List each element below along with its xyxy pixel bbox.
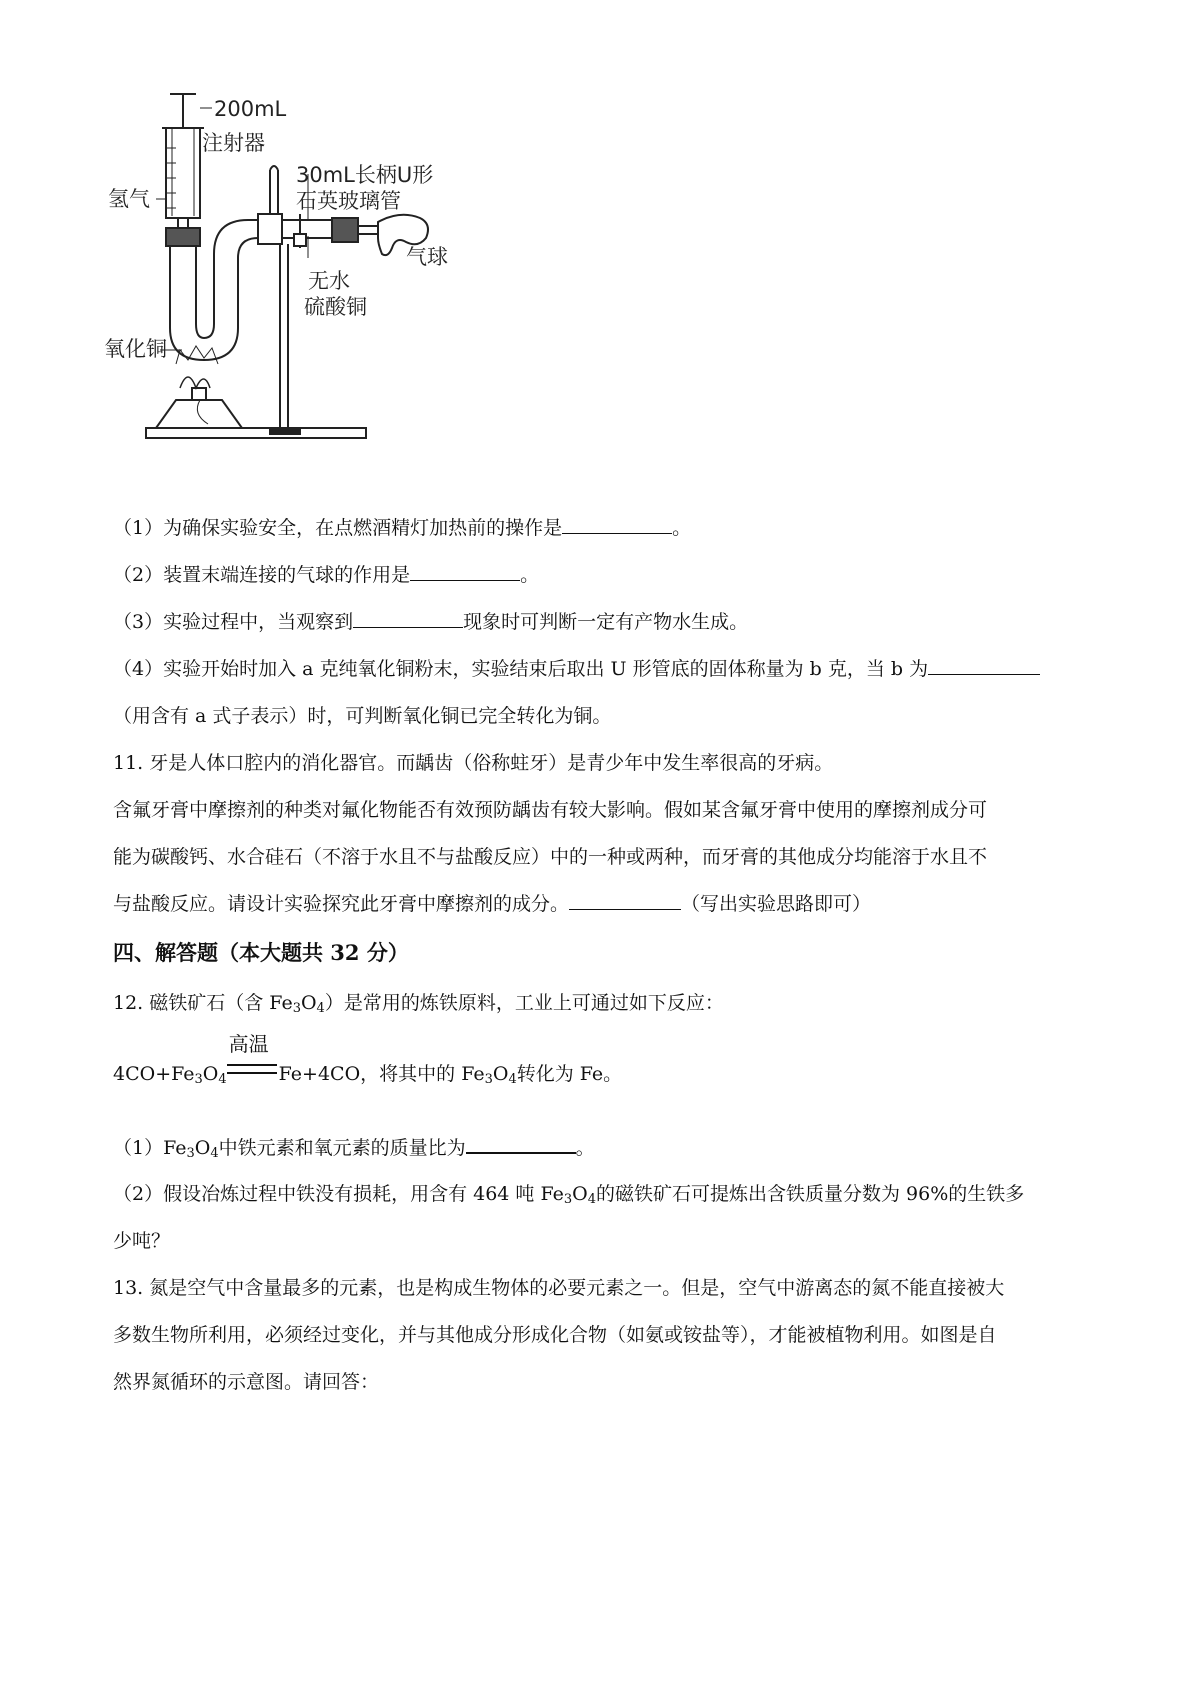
q12-eq-sub4: 4 xyxy=(218,1072,227,1087)
q11-line4 xyxy=(113,891,871,917)
q12-eq-c: Fe+4CO，将其中的 Fe xyxy=(278,1063,485,1085)
q10-part3-blank[interactable] xyxy=(353,609,463,628)
reaction-double-line xyxy=(227,1064,277,1074)
q12-eq-a: 4CO+Fe xyxy=(113,1063,195,1085)
quartz-tube-label-line1: 30mL长柄U形 xyxy=(296,163,434,187)
apparatus-figure xyxy=(100,88,520,488)
reaction-condition xyxy=(227,1032,279,1080)
quartz-tube-label-line2: 石英玻璃管 xyxy=(296,189,401,213)
q10-part2 xyxy=(113,562,539,588)
q11-line3: 能为碳酸钙、水合硅石（不溶于水且不与盐酸反应）中的一种或两种，而牙膏的其他成分均能溶于水且不 xyxy=(113,846,988,868)
q12-part1 xyxy=(113,1134,595,1161)
q10-part2-text: （2）装置末端连接的气球的作用是 xyxy=(113,564,411,586)
cuso4-label-line2: 硫酸铜 xyxy=(304,295,367,319)
reaction-condition-text: 高温 xyxy=(228,1032,269,1056)
q12-intro-sub3: 3 xyxy=(292,1001,301,1016)
q10-part4-text-b: （用含有 a 式子表示）时，可判断氧化铜已完全转化为铜。 xyxy=(113,705,612,727)
hydrogen-label: 氢气 xyxy=(108,187,150,211)
section4-title: 四、解答题（本大题共 32 分） xyxy=(113,940,409,965)
q12-part2-sub4: 4 xyxy=(587,1192,597,1207)
q12-intro xyxy=(113,990,724,1016)
q12-part1-end: 。 xyxy=(575,1137,595,1159)
q13-line3: 然界氮循环的示意图。请回答： xyxy=(113,1371,380,1393)
q12-part2-a: （2）假设冶炼过程中铁没有损耗，用含有 464 吨 Fe xyxy=(113,1183,564,1205)
q11-line2: 含氟牙膏中摩擦剂的种类对氟化物能否有效预防龋齿有较大影响。假如某含氟牙膏中使用的摩擦剂成分可 xyxy=(113,799,988,821)
q12-part1-b: O xyxy=(194,1137,211,1159)
copper-oxide-label: 氧化铜 xyxy=(104,337,167,361)
q13-line2: 多数生物所利用，必须经过变化，并与其他成分形成化合物（如氨或铵盐等），才能被植物利用。如图是自 xyxy=(113,1324,997,1346)
q13-line1: 13. 氮是空气中含量最多的元素，也是构成生物体的必要元素之一。但是，空气中游离态的氮不能直接被大 xyxy=(113,1277,1005,1299)
q12-part1-c: 中铁元素和氧元素的质量比为 xyxy=(218,1137,466,1159)
q10-part3 xyxy=(113,609,748,635)
q12-intro-b: O xyxy=(300,992,317,1014)
q12-part2-c: 的磁铁矿石可提炼出含铁质量分数为 96%的生铁多 xyxy=(596,1183,1025,1205)
q12-part2-b: O xyxy=(572,1183,588,1205)
q12-intro-sub4: 4 xyxy=(316,1001,325,1016)
balloon-label: 气球 xyxy=(406,245,448,269)
q12-eq-sub3: 3 xyxy=(194,1072,203,1087)
q12-part2 xyxy=(113,1181,1024,1207)
syringe-volume-label: 200mL xyxy=(214,97,287,121)
cuso4-label-line1: 无水 xyxy=(308,269,350,293)
q10-part3-text-b: 现象时可判断一定有产物水生成。 xyxy=(463,611,749,633)
q10-part4 xyxy=(113,656,1040,682)
q12-part2-cont: 少吨？ xyxy=(113,1230,171,1252)
q10-part1-blank[interactable] xyxy=(562,515,672,534)
q12-eq-e: 转化为 Fe。 xyxy=(516,1063,623,1085)
q10-part2-blank[interactable] xyxy=(410,562,520,581)
q11-answer-blank[interactable] xyxy=(569,891,681,910)
q12-equation xyxy=(113,1032,623,1087)
q11-line1: 11. 牙是人体口腔内的消化器官。而龋齿（俗称蛀牙）是青少年中发生率很高的牙病。 xyxy=(113,752,834,774)
q10-part1-end: 。 xyxy=(672,517,692,539)
q10-part4-text-a: （4）实验开始时加入 a 克纯氧化铜粉末，实验结束后取出 U 形管底的固体称量为 b 克，当 b 为 xyxy=(113,658,929,680)
q12-intro-c: ）是常用的炼铁原料，工业上可通过如下反应： xyxy=(324,992,724,1014)
q12-eq-b: O xyxy=(202,1063,219,1085)
q12-part1-sub4: 4 xyxy=(210,1146,219,1161)
q11-line4-text: 与盐酸反应。请设计实验探究此牙膏中摩擦剂的成分。 xyxy=(113,893,570,915)
q10-part4-blank[interactable] xyxy=(928,656,1040,675)
q11-line4-note: （写出实验思路即可） xyxy=(681,893,872,915)
q10-part2-end: 。 xyxy=(520,564,540,586)
q10-part4-cont xyxy=(113,703,611,729)
q12-part1-a: （1）Fe xyxy=(113,1137,187,1159)
syringe-label: 注射器 xyxy=(202,131,265,155)
q10-part1 xyxy=(113,515,691,541)
q10-part3-text-a: （3）实验过程中，当观察到 xyxy=(113,611,354,633)
q12-eq-d: O xyxy=(492,1063,509,1085)
q12-part1-blank[interactable] xyxy=(466,1134,576,1154)
apparatus-diagram xyxy=(100,88,520,488)
q12-intro-a: 12. 磁铁矿石（含 Fe xyxy=(113,992,293,1014)
q12-part1-sub3: 3 xyxy=(186,1146,195,1161)
q12-part2-sub3: 3 xyxy=(563,1192,573,1207)
q10-part1-text: （1）为确保实验安全，在点燃酒精灯加热前的操作是 xyxy=(113,517,563,539)
q12-eq-sub4b: 4 xyxy=(508,1072,517,1087)
q12-eq-sub3b: 3 xyxy=(484,1072,493,1087)
